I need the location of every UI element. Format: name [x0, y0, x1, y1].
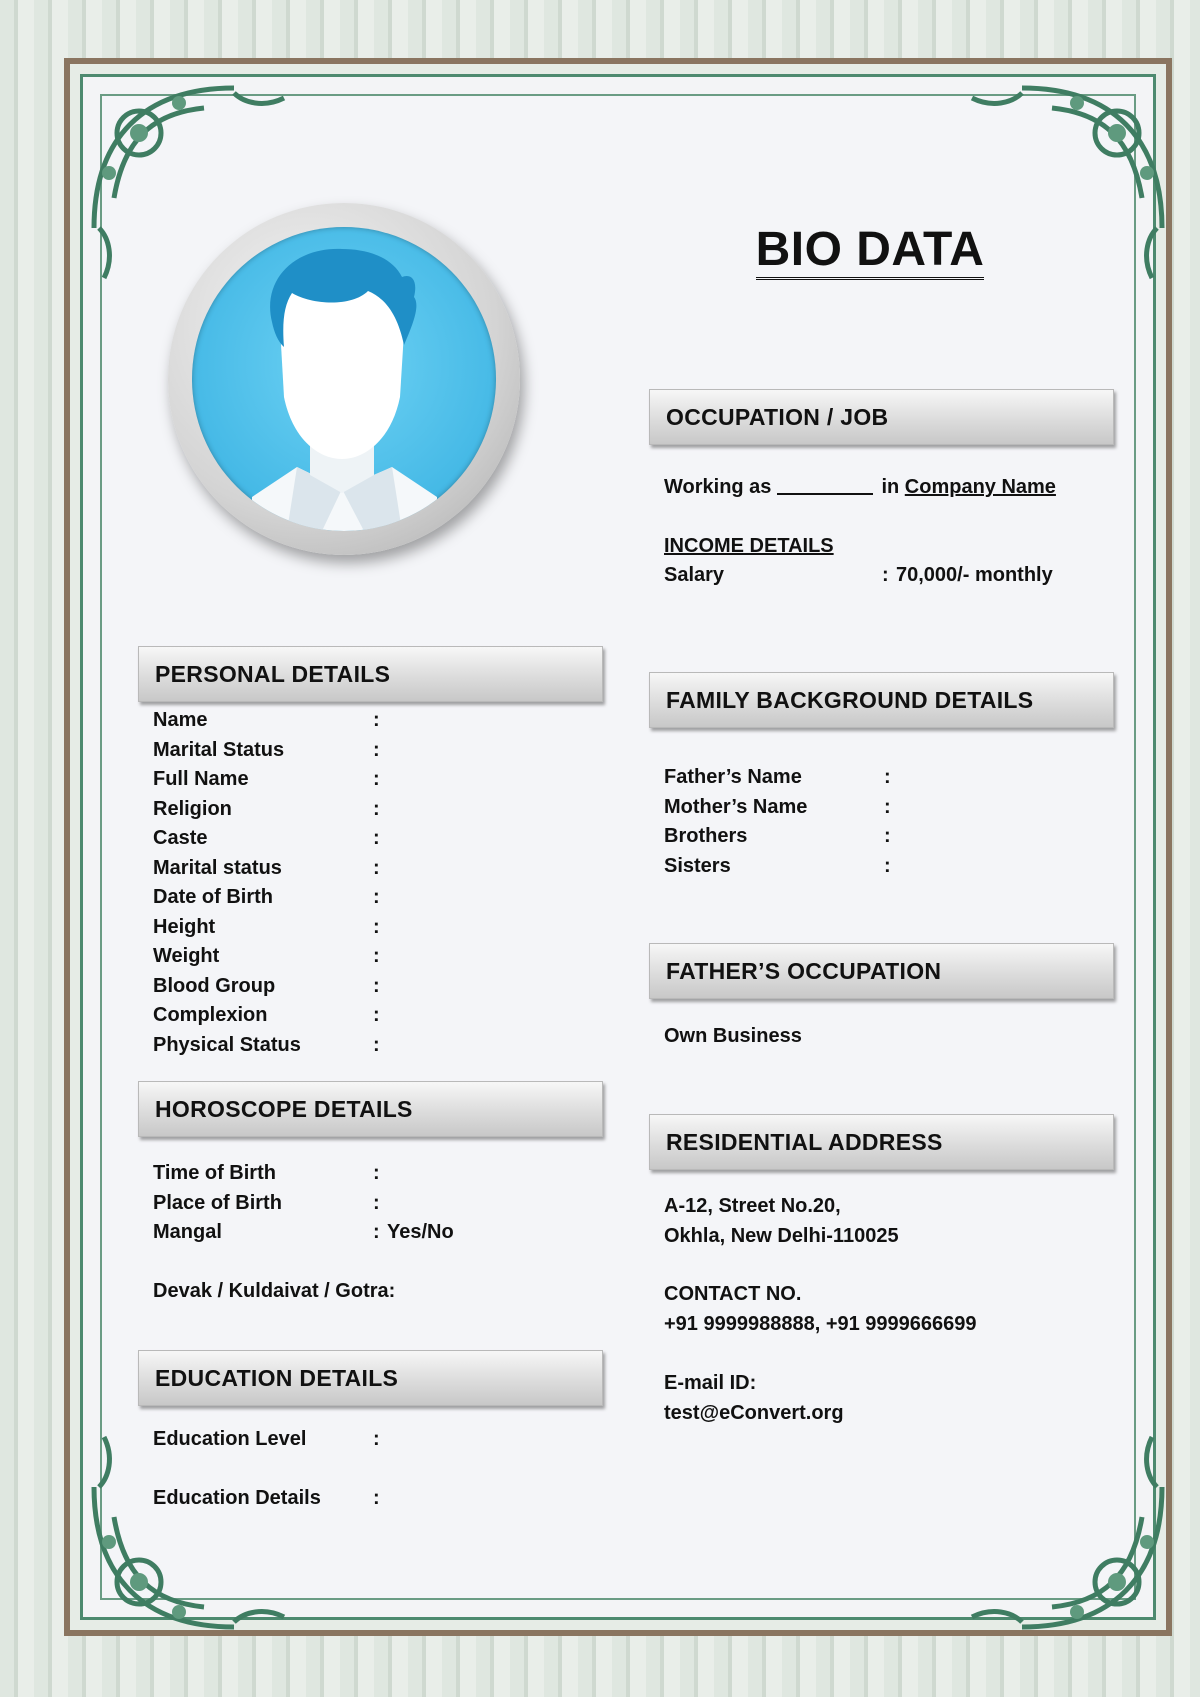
contact-block: [664, 1280, 977, 1339]
list-item: Marital status :: [153, 856, 380, 879]
contact-label: CONTACT NO.: [664, 1283, 802, 1305]
list-item: Mother’s Name :: [664, 795, 891, 818]
colon: :: [373, 1428, 380, 1450]
list-item: Religion :: [153, 797, 380, 820]
salary-value: 70,000/- monthly: [896, 564, 1053, 586]
list-item: Blood Group :: [153, 974, 380, 997]
list-item: Weight :: [153, 945, 380, 967]
personal-details-list: [153, 706, 387, 1060]
education-details-label: Education Details: [153, 1487, 321, 1509]
email-label: E-mail ID:: [664, 1372, 757, 1394]
fathers-occupation-heading: FATHER’S OCCUPATION: [649, 943, 1114, 999]
list-item: Complexion :: [153, 1004, 380, 1026]
corner-ornament-icon: [942, 1407, 1172, 1637]
list-item: Date of Birth :: [153, 886, 380, 908]
list-item: Time of Birth :: [153, 1162, 380, 1184]
horoscope-list: [153, 1159, 454, 1248]
list-item: Place of Birth :: [153, 1191, 380, 1214]
education-heading: EDUCATION DETAILS: [138, 1350, 603, 1406]
page-title: BIO DATA: [740, 222, 1000, 277]
person-silhouette-icon: [192, 227, 496, 531]
list-item: Marital Status :: [153, 738, 380, 761]
job-title-blank[interactable]: [777, 473, 873, 495]
family-background-heading: FAMILY BACKGROUND DETAILS: [649, 672, 1114, 728]
company-name: Company Name: [904, 476, 1056, 498]
list-item: Full Name :: [153, 768, 380, 790]
education-details-row: [153, 1484, 387, 1514]
list-item: Father’s Name :: [664, 766, 891, 788]
education-level-row: [153, 1425, 387, 1455]
address-line-1: A-12, Street No.20,: [664, 1195, 841, 1217]
salary-row: [664, 561, 1053, 591]
list-item: Sisters :: [664, 854, 891, 877]
list-item: Mangal : Yes/No: [153, 1221, 454, 1243]
fathers-occupation-value: Own Business: [664, 1025, 802, 1047]
in-label: in: [881, 476, 900, 498]
address-block: [664, 1192, 899, 1251]
address-line-2: Okhla, New Delhi-110025: [664, 1224, 899, 1247]
list-item: Height :: [153, 915, 380, 938]
personal-details-heading: PERSONAL DETAILS: [138, 646, 603, 702]
list-item: Brothers :: [664, 825, 891, 847]
working-as-line: [664, 473, 1056, 503]
education-level-label: Education Level: [153, 1428, 307, 1450]
avatar: [192, 227, 496, 531]
salary-label: Salary: [664, 564, 725, 586]
list-item: Name :: [153, 709, 380, 731]
colon: :: [882, 564, 889, 586]
working-as-label: Working as: [664, 476, 772, 498]
gotra-label: Devak / Kuldaivat / Gotra:: [153, 1280, 396, 1302]
income-heading: INCOME DETAILS: [664, 535, 834, 557]
profile-photo[interactable]: [168, 203, 520, 555]
family-details-list: [664, 763, 898, 881]
occupation-heading: OCCUPATION / JOB: [649, 389, 1114, 445]
list-item: Caste :: [153, 827, 380, 849]
colon: :: [373, 1487, 380, 1509]
contact-value: +91 9999988888, +91 9999666699: [664, 1312, 977, 1335]
residential-address-heading: RESIDENTIAL ADDRESS: [649, 1114, 1114, 1170]
horoscope-heading: HOROSCOPE DETAILS: [138, 1081, 603, 1137]
email-block: [664, 1369, 844, 1428]
email-value[interactable]: test@eConvert.org: [664, 1401, 844, 1424]
list-item: Physical Status :: [153, 1033, 380, 1056]
